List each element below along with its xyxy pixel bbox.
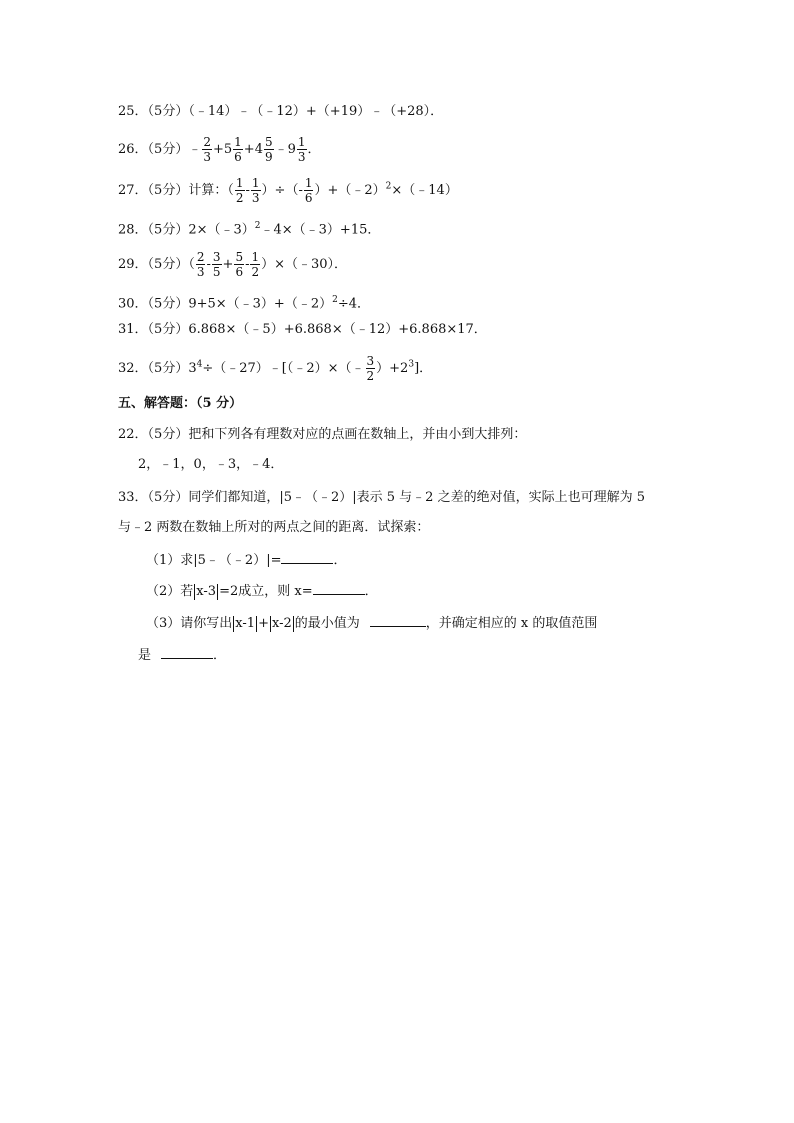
question-33-part1: （1）求|5﹣（﹣2）|= ． — [146, 550, 346, 571]
question-27: 27．（5分）计算：（ $\frac{1}{2}$ - $\frac{1}{3}$ ）÷（- $\frac{1}{6}$ ）+（﹣2）$^2$×（﹣14） — [118, 176, 458, 205]
question-33-line2: 与﹣2 两数在数轴上所对的两点之间的距离．试探索： — [118, 520, 430, 535]
answer-blank[interactable] — [370, 613, 426, 627]
section-title: 五、解答题：（5 分） — [118, 396, 243, 411]
question-score: （5分） — [147, 222, 189, 238]
question-33-part3: （3）请你写出 x-1 + x-2 的最小值为 ，并确定相应的 x 的取值范围 — [146, 613, 597, 634]
answer-blank[interactable] — [313, 581, 365, 595]
question-number: 32． — [118, 361, 148, 376]
question-32: 32．（5分）$3^4\div(﹣27)﹣[(﹣2)\times(﹣$ $\frac{3}{2}$ ）$+2^3$]． — [118, 354, 433, 383]
question-score: （5分） — [147, 183, 189, 198]
abs-bar — [270, 616, 271, 632]
fraction: $\frac{1}{3}$ — [251, 176, 260, 205]
question-33 — [118, 488, 645, 508]
fraction: $\frac{1}{3}$ — [297, 135, 306, 164]
question-26: 26．（5分）﹣ $\frac{2}{3}$ +5 $\frac{1}{6}$ +4 $\frac{5}{9}$ ﹣9 $\frac{1}{3}$ ． — [118, 135, 321, 164]
question-number: 25． — [118, 104, 148, 119]
question-number: 28． — [118, 222, 148, 238]
fraction: $\frac{1}{2}$ — [235, 176, 244, 205]
question-33-part3-line2: 是 ． — [138, 645, 226, 666]
question-expression: （﹣14）﹣（﹣12）+（+19）﹣（+28）． — [188, 104, 444, 119]
question-text: 把和下列各有理数对应的点画在数轴上，并由小到大排列： — [188, 427, 527, 442]
fraction: $\frac{2}{3}$ — [203, 135, 211, 164]
question-31 — [118, 320, 487, 340]
answer-blank[interactable] — [281, 550, 333, 564]
question-score: （5分） — [147, 296, 189, 312]
question-number: 26． — [118, 142, 148, 157]
fraction: $\frac{1}{2}$ — [251, 250, 260, 279]
fraction: $\frac{3}{2}$ — [366, 354, 375, 383]
question-score: （5分） — [147, 427, 189, 442]
question-score: （5分） — [147, 104, 189, 119]
question-number: 33． — [118, 490, 148, 505]
question-score: （5分） — [147, 361, 189, 376]
fraction: $\frac{3}{5}$ — [212, 250, 221, 279]
fraction: $\frac{5}{9}$ — [264, 135, 273, 164]
question-score: （5分） — [147, 257, 189, 272]
question-text: 同学们都知道，|5﹣（﹣2）|表示 5 与﹣2 之差的绝对值，实际上也可理解为 5 — [188, 490, 645, 505]
fraction: $\frac{1}{6}$ — [234, 135, 242, 164]
fraction: $\frac{2}{3}$ — [196, 250, 205, 279]
question-25 — [118, 102, 443, 122]
answer-blank[interactable] — [161, 645, 213, 659]
abs-bar — [256, 616, 257, 632]
question-30: 30．（5分）9+5×（﹣3）+（﹣2）$^2$÷4． — [118, 295, 370, 312]
question-number: 31． — [118, 322, 148, 337]
question-expression: 6.868×（﹣5）+6.868×（﹣12）+6.868×17． — [188, 322, 487, 337]
abs-bar — [293, 616, 294, 632]
question-number: 22． — [118, 427, 148, 442]
question-22 — [118, 425, 526, 445]
question-28: 28．（5分）2×（﹣3）$^2$﹣4×（﹣3）+15． — [118, 221, 381, 238]
fraction: $\frac{1}{6}$ — [304, 176, 313, 205]
question-score: （5分） — [147, 490, 189, 505]
question-33-part2: （2）若 x-3 =2成立，则 x= ． — [146, 581, 378, 602]
question-number: 29． — [118, 257, 148, 272]
question-22-values: 2，﹣1，0，﹣3，﹣4． — [138, 457, 284, 472]
question-number: 30． — [118, 296, 148, 312]
fraction: $\frac{5}{6}$ — [235, 250, 244, 279]
question-score: （5分） — [147, 142, 189, 157]
question-29: 29．（5分）（ $\frac{2}{3}$ - $\frac{3}{5}$ + $\frac{5}{6}$ - $\frac{1}{2}$ ）×（﹣30）． — [118, 250, 348, 279]
question-score: （5分） — [147, 322, 189, 337]
abs-bar — [217, 584, 218, 600]
question-number: 27． — [118, 183, 148, 198]
